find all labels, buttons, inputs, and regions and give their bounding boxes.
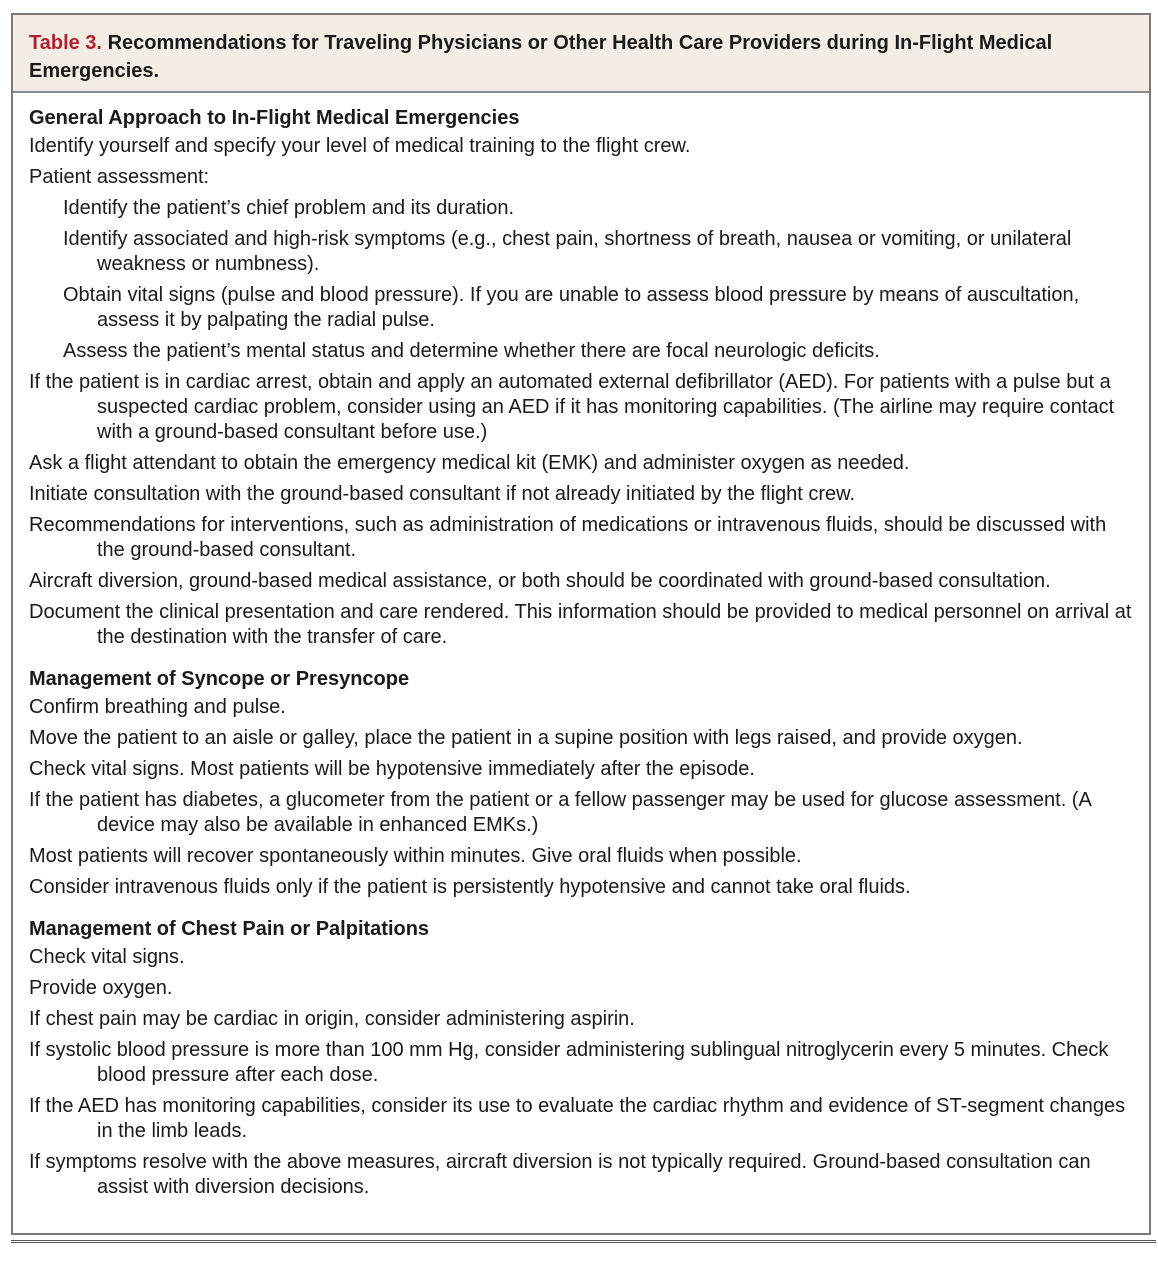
list-item: If chest pain may be cardiac in origin, consider administering aspirin. — [29, 1008, 635, 1030]
sub-item: Obtain vital signs (pulse and blood pressure). If you are unable to assess blood pressure by means of auscultation, assess it by palpating the radial pulse. — [63, 284, 1080, 331]
list-item: Check vital signs. Most patients will be hypotensive immediately after the episode. — [29, 758, 755, 780]
list-item: Initiate consultation with the ground-based consultant if not already initiated by the flight crew. — [29, 483, 856, 505]
list-item: Confirm breathing and pulse. — [29, 696, 286, 718]
list-item: If the patient is in cardiac arrest, obtain and apply an automated external defibrillator (AED). For patients with a pulse but a suspected cardiac problem, consider using an AED if it has monitoring capabilities. (The airline may require contact with a ground-based consultant before use.) — [29, 371, 1115, 443]
list-item: Check vital signs. — [29, 946, 185, 968]
list-item: Recommendations for interventions, such as administration of medications or intravenous fluids, should be discussed with the ground-based consultant. — [29, 514, 1107, 561]
sub-item: Identify the patient’s chief problem and its duration. — [63, 197, 515, 219]
list-item: Ask a flight attendant to obtain the emergency medical kit (EMK) and administer oxygen as needed. — [29, 452, 910, 474]
list-item: Aircraft diversion, ground-based medical assistance, or both should be coordinated with ground-based consultation. — [29, 570, 1051, 592]
table-body — [13, 93, 1149, 1200]
list-item: Provide oxygen. — [29, 977, 173, 999]
section — [29, 103, 1133, 650]
section-heading: Management of Syncope or Presyncope — [29, 668, 410, 690]
section-heading: Management of Chest Pain or Palpitations — [29, 918, 430, 940]
list-item: Patient assessment: — [29, 166, 210, 188]
table-title: Recommendations for Traveling Physicians or Other Health Care Providers during In-Flight Medical Emergencies. — [29, 32, 1053, 82]
table-caption — [13, 15, 1149, 93]
table-box — [11, 13, 1151, 1235]
section — [29, 664, 1133, 900]
section-heading: General Approach to In-Flight Medical Emergencies — [29, 107, 520, 129]
list-item: If systolic blood pressure is more than 100 mm Hg, consider administering sublingual nitroglycerin every 5 minutes. Check blood pressure after each dose. — [29, 1039, 1109, 1086]
list-item: Move the patient to an aisle or galley, place the patient in a supine position with legs raised, and provide oxygen. — [29, 727, 1023, 749]
bottom-rule — [11, 1240, 1156, 1243]
list-item: Document the clinical presentation and care rendered. This information should be provided to medical personnel on arrival at the destination with the transfer of care. — [29, 601, 1132, 648]
section — [29, 914, 1133, 1200]
list-item: If the AED has monitoring capabilities, consider its use to evaluate the cardiac rhythm and evidence of ST-segment changes in the limb leads. — [29, 1095, 1126, 1142]
list-item: Consider intravenous fluids only if the patient is persistently hypotensive and cannot take oral fluids. — [29, 876, 911, 898]
table-number: Table 3. — [29, 32, 102, 54]
list-item: Most patients will recover spontaneously within minutes. Give oral fluids when possible. — [29, 845, 802, 867]
list-item: If symptoms resolve with the above measures, aircraft diversion is not typically required. Ground-based consultation can assist with diversion decisions. — [29, 1151, 1091, 1198]
sub-item: Identify associated and high-risk symptoms (e.g., chest pain, shortness of breath, nausea or vomiting, or unilateral weakness or numbness). — [63, 228, 1072, 275]
list-item: If the patient has diabetes, a glucometer from the patient or a fellow passenger may be used for glucose assessment. (A device may also be available in enhanced EMKs.) — [29, 789, 1091, 836]
sub-item: Assess the patient’s mental status and determine whether there are focal neurologic deficits. — [63, 340, 880, 362]
list-item: Identify yourself and specify your level of medical training to the flight crew. — [29, 135, 691, 157]
